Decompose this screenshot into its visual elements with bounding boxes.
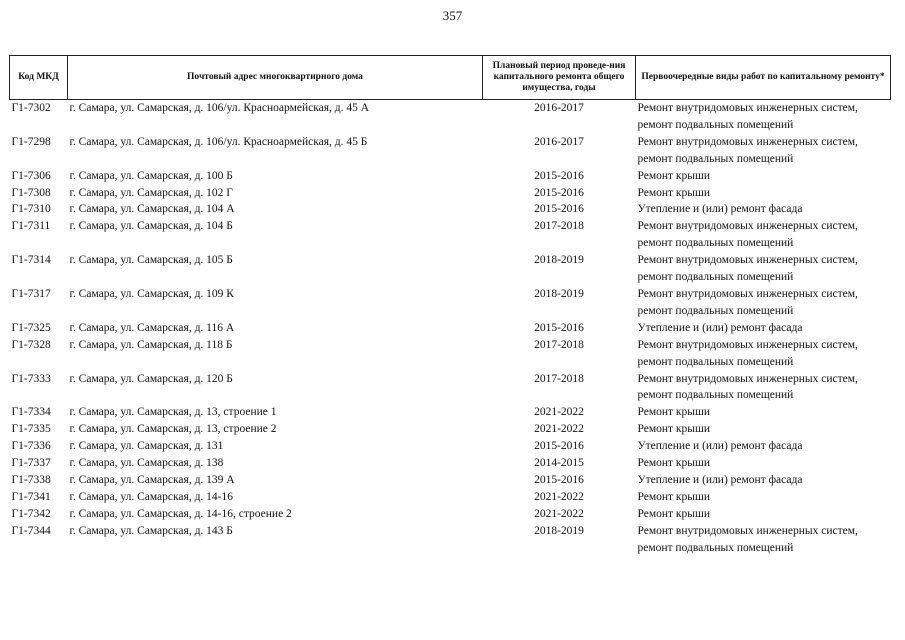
row-works — [636, 252, 891, 286]
table-row — [10, 523, 891, 557]
row-period: 2015-2016 — [534, 321, 584, 334]
row-address: г. Самара, ул. Самарская, д. 13, строение 2 — [69, 423, 277, 436]
row-code: Г1-7333 — [11, 372, 51, 385]
row-period: 2017-2018 — [534, 338, 584, 351]
row-works — [636, 286, 891, 320]
table-row — [10, 489, 891, 506]
row-work-line: ремонт подвальных помещений — [637, 152, 794, 165]
row-works — [636, 168, 891, 185]
row-code: Г1-7336 — [11, 440, 51, 453]
table-row — [10, 218, 891, 252]
row-address: г. Самара, ул. Самарская, д. 139 А — [69, 473, 235, 486]
row-code: Г1-7298 — [11, 135, 51, 148]
table-header-row — [10, 56, 891, 100]
row-code: Г1-7311 — [11, 220, 51, 233]
row-period: 2016-2017 — [534, 102, 584, 114]
row-work-line: Ремонт внутридомовых инженерных систем, — [637, 254, 858, 267]
row-work-line: Утепление и (или) ремонт фасада — [637, 440, 803, 453]
table-row — [10, 134, 891, 168]
row-work-line: Ремонт внутридомовых инженерных систем, — [637, 135, 858, 148]
row-address: г. Самара, ул. Самарская, д. 106/ул. Красноармейская, д. 45 А — [69, 102, 370, 114]
row-period: 2017-2018 — [534, 372, 584, 385]
row-code: Г1-7342 — [11, 507, 51, 520]
row-period: 2021-2022 — [534, 423, 584, 436]
row-work-line: ремонт подвальных помещений — [637, 271, 794, 284]
row-address: г. Самара, ул. Самарская, д. 105 Б — [69, 254, 233, 267]
row-period: 2015-2016 — [534, 169, 584, 182]
row-works — [636, 201, 891, 218]
row-period: 2021-2022 — [534, 507, 584, 520]
row-period: 2017-2018 — [534, 220, 584, 233]
row-code: Г1-7306 — [11, 169, 51, 182]
table-row — [10, 337, 891, 371]
table-row — [10, 404, 891, 421]
row-code: Г1-7317 — [11, 287, 51, 300]
row-work-line: Ремонт крыши — [637, 406, 711, 419]
row-address: г. Самара, ул. Самарская, д. 109 К — [69, 287, 234, 300]
row-work-line: ремонт подвальных помещений — [637, 389, 794, 402]
table-row — [10, 421, 891, 438]
row-work-line: Ремонт крыши — [637, 186, 711, 199]
row-address: г. Самара, ул. Самарская, д. 138 — [69, 457, 224, 470]
table-row — [10, 286, 891, 320]
repair-registry-table — [9, 55, 891, 556]
row-address: г. Самара, ул. Самарская, д. 13, строение 1 — [69, 406, 277, 419]
row-period: 2021-2022 — [534, 490, 584, 503]
row-period: 2015-2016 — [534, 440, 584, 453]
table-row — [10, 506, 891, 523]
row-address: г. Самара, ул. Самарская, д. 104 Б — [69, 220, 233, 233]
row-period: 2015-2016 — [534, 186, 584, 199]
header-period: Плановый период проведе-ния капитального ремонта общего имущества, годы — [483, 56, 636, 100]
row-code: Г1-7310 — [11, 203, 51, 216]
row-address: г. Самара, ул. Самарская, д. 104 А — [69, 203, 235, 216]
row-works — [636, 472, 891, 489]
row-work-line: Утепление и (или) ремонт фасада — [637, 321, 803, 334]
row-code: Г1-7338 — [11, 473, 51, 486]
table-row — [10, 472, 891, 489]
row-work-line: Ремонт внутридомовых инженерных систем, — [637, 220, 858, 233]
row-code: Г1-7302 — [11, 102, 51, 114]
row-work-line: Ремонт крыши — [637, 507, 711, 520]
row-code: Г1-7341 — [11, 490, 51, 503]
row-works — [636, 506, 891, 523]
row-address: г. Самара, ул. Самарская, д. 131 — [69, 440, 224, 453]
row-works — [636, 421, 891, 438]
row-works — [636, 455, 891, 472]
row-address: г. Самара, ул. Самарская, д. 14-16 — [69, 490, 234, 503]
header-address: Почтовый адрес многоквартирного дома — [68, 56, 483, 100]
row-address: г. Самара, ул. Самарская, д. 116 А — [69, 321, 235, 334]
row-period: 2021-2022 — [534, 406, 584, 419]
row-work-line: Ремонт крыши — [637, 169, 711, 182]
row-code: Г1-7308 — [11, 186, 51, 199]
row-period: 2018-2019 — [534, 254, 584, 267]
row-address: г. Самара, ул. Самарская, д. 118 Б — [69, 338, 233, 351]
row-code: Г1-7328 — [11, 338, 51, 351]
row-address: г. Самара, ул. Самарская, д. 102 Г — [69, 186, 233, 199]
row-work-line: Утепление и (или) ремонт фасада — [637, 203, 803, 216]
row-address: г. Самара, ул. Самарская, д. 120 Б — [69, 372, 233, 385]
table-row — [10, 201, 891, 218]
table-row — [10, 100, 891, 134]
row-works — [636, 489, 891, 506]
row-work-line: ремонт подвальных помещений — [637, 237, 794, 250]
row-address: г. Самара, ул. Самарская, д. 14-16, строение 2 — [69, 507, 292, 520]
row-code: Г1-7325 — [11, 321, 51, 334]
row-work-line: Ремонт внутридомовых инженерных систем, — [637, 524, 858, 537]
page-number: 357 — [442, 8, 463, 23]
row-period: 2015-2016 — [534, 473, 584, 486]
table-row — [10, 185, 891, 202]
row-works — [636, 218, 891, 252]
row-works — [636, 100, 891, 134]
row-work-line: Ремонт внутридомовых инженерных систем, — [637, 372, 858, 385]
row-works — [636, 438, 891, 455]
row-period: 2016-2017 — [534, 135, 584, 148]
row-work-line: ремонт подвальных помещений — [637, 355, 794, 368]
row-works — [636, 404, 891, 421]
row-work-line: Ремонт крыши — [637, 490, 711, 503]
row-address: г. Самара, ул. Самарская, д. 100 Б — [69, 169, 233, 182]
row-period: 2018-2019 — [534, 524, 584, 537]
row-works — [636, 523, 891, 557]
row-works — [636, 320, 891, 337]
row-work-line: ремонт подвальных помещений — [637, 541, 794, 554]
table-row — [10, 252, 891, 286]
row-code: Г1-7334 — [11, 406, 51, 419]
row-period: 2015-2016 — [534, 203, 584, 216]
row-code: Г1-7335 — [11, 423, 51, 436]
row-works — [636, 185, 891, 202]
row-works — [636, 134, 891, 168]
table-row — [10, 438, 891, 455]
row-address: г. Самара, ул. Самарская, д. 106/ул. Красноармейская, д. 45 Б — [69, 135, 368, 148]
row-work-line: Ремонт внутридомовых инженерных систем, — [637, 338, 858, 351]
row-code: Г1-7314 — [11, 254, 51, 267]
table-row — [10, 168, 891, 185]
row-address: г. Самара, ул. Самарская, д. 143 Б — [69, 524, 233, 537]
row-period: 2018-2019 — [534, 287, 584, 300]
row-work-line: ремонт подвальных помещений — [637, 304, 794, 317]
header-works: Первоочередные виды работ по капитальному ремонту* — [636, 56, 891, 100]
row-code: Г1-7337 — [11, 457, 51, 470]
row-work-line: Ремонт внутридомовых инженерных систем, — [637, 287, 858, 300]
row-code: Г1-7344 — [11, 524, 51, 537]
row-period: 2014-2015 — [534, 457, 584, 470]
row-work-line: Ремонт крыши — [637, 423, 711, 436]
table-row — [10, 320, 891, 337]
row-work-line: Утепление и (или) ремонт фасада — [637, 473, 803, 486]
row-works — [636, 337, 891, 371]
table-row — [10, 455, 891, 472]
row-work-line: Ремонт крыши — [637, 457, 711, 470]
header-code: Код МКД — [10, 56, 68, 100]
row-work-line: ремонт подвальных помещений — [637, 118, 794, 131]
row-work-line: Ремонт внутридомовых инженерных систем, — [637, 102, 858, 114]
table-row — [10, 371, 891, 405]
row-works — [636, 371, 891, 405]
